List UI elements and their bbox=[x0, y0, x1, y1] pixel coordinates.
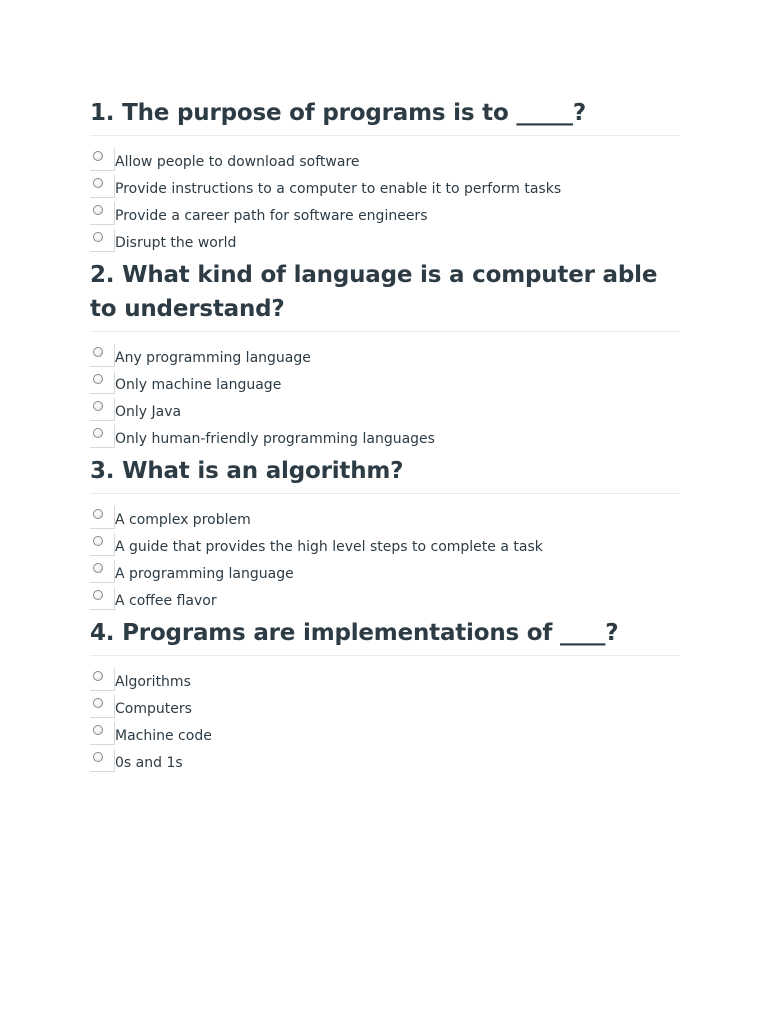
radio-circle-icon[interactable] bbox=[93, 374, 103, 384]
question-2 bbox=[90, 254, 680, 450]
answer-label[interactable]: Provide a career path for software engineers bbox=[115, 208, 428, 224]
answer-label[interactable]: Only machine language bbox=[115, 377, 282, 393]
answer-option[interactable] bbox=[90, 666, 680, 693]
answer-option[interactable] bbox=[90, 747, 680, 774]
answer-label[interactable]: Only human-friendly programming languages bbox=[115, 431, 435, 447]
answer-option[interactable] bbox=[90, 227, 680, 254]
answer-option[interactable] bbox=[90, 558, 680, 585]
radio-circle-icon[interactable] bbox=[93, 563, 103, 573]
radio-circle-icon[interactable] bbox=[93, 725, 103, 735]
answer-label[interactable]: Computers bbox=[115, 701, 192, 717]
radio-button[interactable] bbox=[90, 146, 115, 173]
answer-option[interactable] bbox=[90, 585, 680, 612]
radio-circle-icon[interactable] bbox=[93, 536, 103, 546]
question-title: 4. Programs are implementations of ____? bbox=[90, 612, 680, 656]
radio-button[interactable] bbox=[90, 504, 115, 531]
radio-circle-icon[interactable] bbox=[93, 401, 103, 411]
radio-circle-icon[interactable] bbox=[93, 151, 103, 161]
radio-button[interactable] bbox=[90, 423, 115, 450]
radio-button[interactable] bbox=[90, 531, 115, 558]
answer-label[interactable]: Provide instructions to a computer to enable it to perform tasks bbox=[115, 181, 562, 197]
answer-label[interactable]: Allow people to download software bbox=[115, 154, 360, 170]
radio-circle-icon[interactable] bbox=[93, 698, 103, 708]
radio-circle-icon[interactable] bbox=[93, 428, 103, 438]
radio-circle-icon[interactable] bbox=[93, 178, 103, 188]
answer-label[interactable]: Any programming language bbox=[115, 350, 311, 366]
question-title: 3. What is an algorithm? bbox=[90, 450, 680, 494]
radio-button[interactable] bbox=[90, 342, 115, 369]
answer-option[interactable] bbox=[90, 423, 680, 450]
answer-label[interactable]: A guide that provides the high level steps to complete a task bbox=[115, 539, 543, 555]
answer-option[interactable] bbox=[90, 146, 680, 173]
radio-button[interactable] bbox=[90, 227, 115, 254]
radio-button[interactable] bbox=[90, 200, 115, 227]
radio-circle-icon[interactable] bbox=[93, 232, 103, 242]
radio-button[interactable] bbox=[90, 396, 115, 423]
radio-circle-icon[interactable] bbox=[93, 752, 103, 762]
question-title: 2. What kind of language is a computer able to understand? bbox=[90, 254, 680, 332]
answer-option[interactable] bbox=[90, 693, 680, 720]
answer-label[interactable]: Machine code bbox=[115, 728, 212, 744]
radio-circle-icon[interactable] bbox=[93, 205, 103, 215]
answer-option[interactable] bbox=[90, 200, 680, 227]
radio-button[interactable] bbox=[90, 558, 115, 585]
answer-label[interactable]: A programming language bbox=[115, 566, 294, 582]
answer-list bbox=[90, 332, 680, 450]
radio-button[interactable] bbox=[90, 720, 115, 747]
radio-button[interactable] bbox=[90, 585, 115, 612]
question-3 bbox=[90, 450, 680, 612]
radio-button[interactable] bbox=[90, 693, 115, 720]
radio-button[interactable] bbox=[90, 369, 115, 396]
answer-label[interactable]: A coffee flavor bbox=[115, 593, 217, 609]
question-4 bbox=[90, 612, 680, 774]
answer-label[interactable]: 0s and 1s bbox=[115, 755, 183, 771]
radio-button[interactable] bbox=[90, 666, 115, 693]
question-title: 1. The purpose of programs is to _____? bbox=[90, 92, 680, 136]
answer-label[interactable]: Algorithms bbox=[115, 674, 191, 690]
answer-option[interactable] bbox=[90, 720, 680, 747]
answer-option[interactable] bbox=[90, 342, 680, 369]
answer-option[interactable] bbox=[90, 369, 680, 396]
answer-label[interactable]: Disrupt the world bbox=[115, 235, 237, 251]
radio-circle-icon[interactable] bbox=[93, 347, 103, 357]
quiz bbox=[90, 92, 680, 774]
answer-option[interactable] bbox=[90, 396, 680, 423]
answer-list bbox=[90, 656, 680, 774]
radio-circle-icon[interactable] bbox=[93, 590, 103, 600]
answer-option[interactable] bbox=[90, 531, 680, 558]
answer-label[interactable]: A complex problem bbox=[115, 512, 251, 528]
answer-option[interactable] bbox=[90, 504, 680, 531]
answer-option[interactable] bbox=[90, 173, 680, 200]
question-1 bbox=[90, 92, 680, 254]
radio-button[interactable] bbox=[90, 747, 115, 774]
radio-circle-icon[interactable] bbox=[93, 509, 103, 519]
radio-circle-icon[interactable] bbox=[93, 671, 103, 681]
answer-list bbox=[90, 494, 680, 612]
answer-list bbox=[90, 136, 680, 254]
answer-label[interactable]: Only Java bbox=[115, 404, 182, 420]
radio-button[interactable] bbox=[90, 173, 115, 200]
